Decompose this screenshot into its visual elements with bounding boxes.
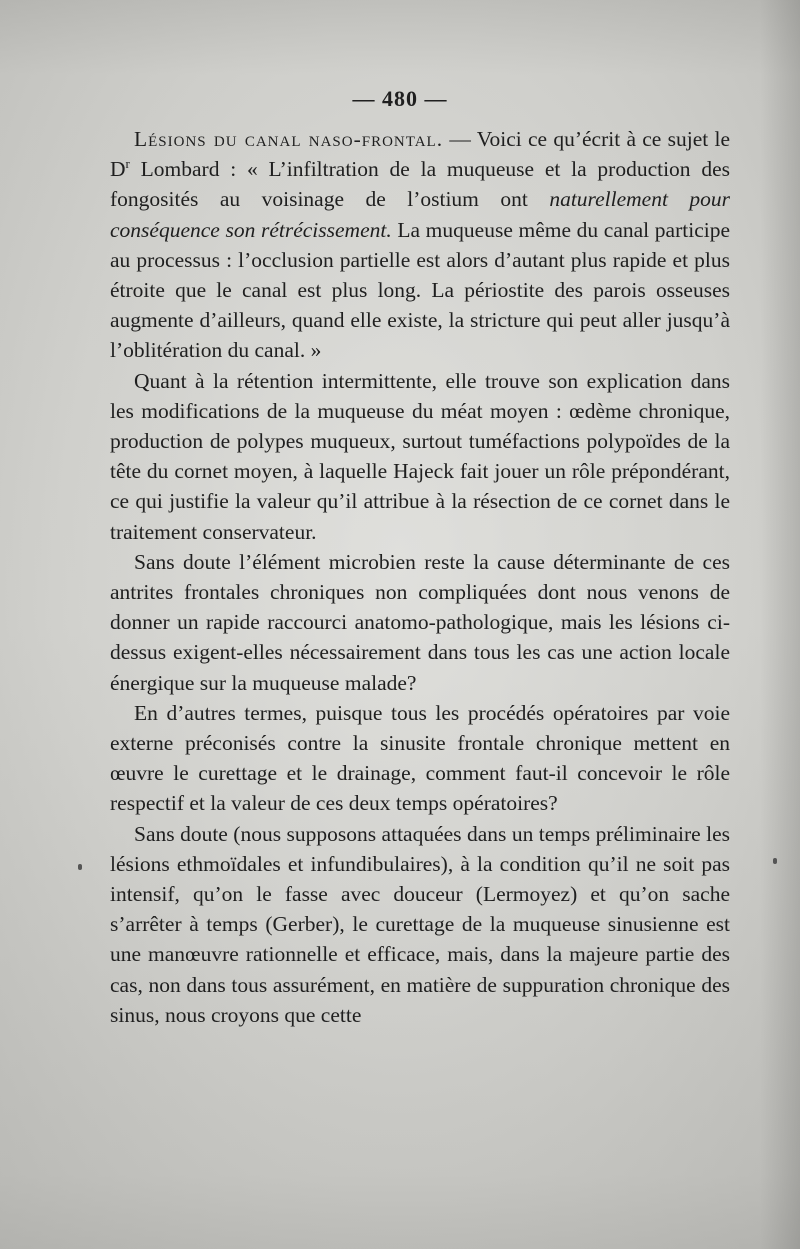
paragraph-1-intro: — Voici ce qu’écrit à ce sujet le D (110, 127, 730, 182)
paragraph-1-rest: La muqueuse même du canal participe au processus : l’occlusion partielle est alors d’autant plus rapide et plus étroite que le canal est plus long. La périostite des parois osseuses augmente d’ailleurs, quand elle existe, la stricture qui peut aller jusqu’à l’oblitération du canal. » (110, 217, 730, 363)
section-heading: Lésions du canal naso-frontal. (134, 127, 444, 151)
paragraph-1-italic: naturellement pour conséquence son rétrécissement. (110, 187, 731, 242)
body-text (110, 124, 730, 1030)
paragraph-2: Quant à la rétention intermittente, elle trouve son explication dans les modifications de la muqueuse du méat moyen : œdème chronique, production de polypes muqueux, surtout tuméfactions polypoïdes de la tête du cornet moyen, à laquelle Hajeck fait jouer un rôle prépondérant, ce qui justifie la valeur qu’il attribue à la résection de ce cornet dans le traitement conservateur. (110, 368, 730, 544)
page-number: — 480 — (352, 86, 448, 111)
paragraph-1-quote-start: Lombard : « L’infiltration de la muqueuse et la production des fongosités au voisinage de l’ostium ont (110, 157, 730, 212)
superscript-r: r (125, 156, 130, 172)
paragraph-4: En d’autres termes, puisque tous les procédés opératoires par voie externe préconisés contre la sinusite frontale chronique mettent en œuvre le curettage et le drainage, comment faut-il concevoir le rôle respectif et la valeur de ces deux temps opératoires? (110, 700, 730, 816)
paragraph-1 (110, 124, 730, 366)
paragraph-5: Sans doute (nous supposons attaquées dans un temps préliminaire les lésions ethmoïdales et infundibulaires), à la condition qu’il ne soit pas intensif, qu’on le fasse avec douceur (Lermoyez) et qu’on sache s’arrêter à temps (Gerber), le curettage de la muqueuse sinusienne est une manœuvre rationnelle et efficace, mais, dans la majeure partie des cas, non dans tous assurément, en matière de suppuration chronique des sinus, nous croyons que cette (110, 821, 730, 1027)
paragraph-3: Sans doute l’élément microbien reste la cause déterminante de ces antrites frontales chroniques non compliquées dont nous venons de donner un rapide raccourci anatomo-pathologique, mais les lésions ci-dessus exigent-elles nécessairement dans tous les cas une action locale énergique sur la muqueuse malade? (110, 549, 730, 695)
page-edge-shadow (760, 0, 800, 1249)
print-speck (773, 858, 777, 864)
print-speck (78, 864, 82, 870)
